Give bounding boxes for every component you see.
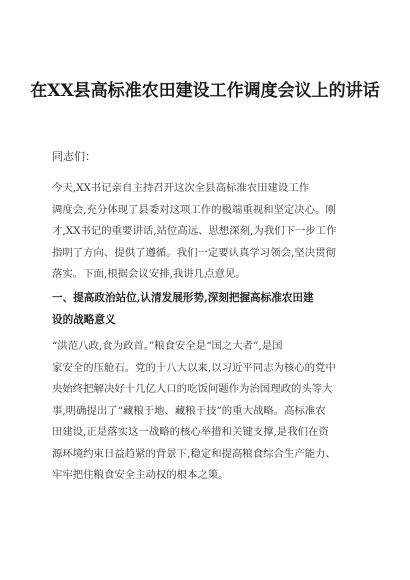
paragraph-line: 才,XX书记的重要讲话,站位高远、思想深刻,为我们下一步工作 (52, 225, 337, 237)
paragraph-line: 事,明确提出了“藏粮于地、藏粮于技”的重大战略。高标准农 (52, 404, 326, 417)
paragraph-line: 家安全的压舱石。党的十八大以来,以习近平同志为核心的党中 (52, 361, 336, 374)
paragraph-line: 源环境约束日益趋紧的背景下,稳定和提高粮食综合生产能力、 (52, 447, 336, 460)
paragraph-line: 今天,XX书记亲自主持召开这次全县高标准农田建设工作 (52, 182, 310, 194)
heading-line: 一、提高政治站位,认清发展形势,深刻把握高标准农田建 (52, 292, 314, 304)
greeting: 同志们： (52, 150, 96, 163)
paragraph-line: 牢牢把住粮食安全主动权的根本之策。 (52, 469, 229, 481)
paragraph-line: “洪范八政,食为政首。”粮食安全是“国之大者”,是国 (52, 340, 283, 352)
paragraph-line: 落实。下面,根据会议安排,我讲几点意见。 (52, 268, 246, 280)
section-heading (52, 287, 358, 331)
paragraph-intro (52, 178, 358, 286)
document-title: 在XX县高标准农田建设工作调度会议上的讲话 (30, 81, 380, 101)
paragraph-line: 调度会,充分体现了县委对这项工作的极端重视和坚定决心。刚 (52, 203, 336, 216)
heading-line: 设的战略意义 (52, 314, 116, 326)
paragraph-line: 央始终把解决好十几亿人口的吃饭问题作为治国理政的头等大 (52, 383, 333, 395)
paragraph-line: 指明了方向、提供了遵循。我们一定要认真学习领会,坚决贯彻 (52, 246, 336, 259)
paragraph-food-security (52, 336, 358, 487)
paragraph-line: 田建设,正是落实这一战略的核心举措和关键支撑,是我们在资 (52, 426, 329, 438)
